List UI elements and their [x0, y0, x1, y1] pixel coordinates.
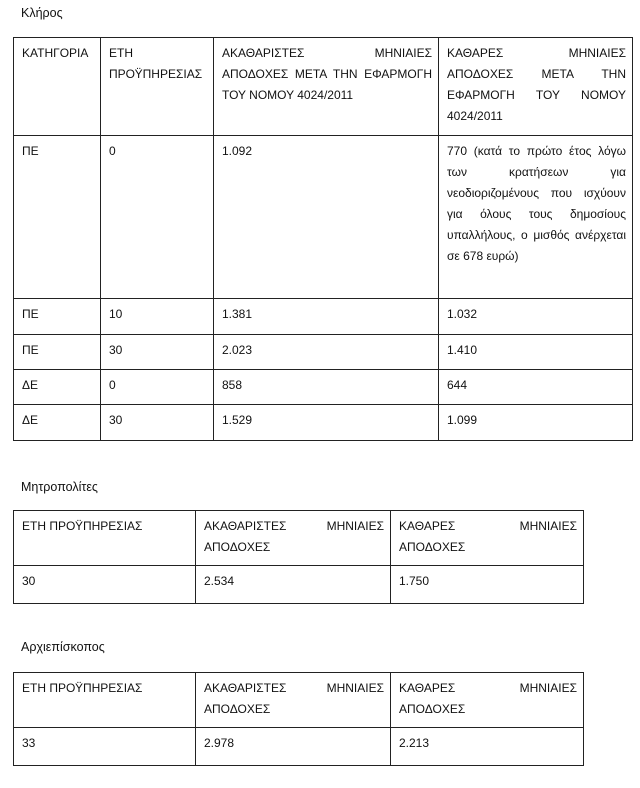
- table-row: [14, 370, 633, 405]
- table-cell: 10: [101, 299, 214, 335]
- metropolitans-salary-table: [13, 510, 584, 604]
- table-cell: 0: [101, 136, 214, 299]
- table-cell: ΔΕ: [14, 370, 101, 405]
- table-row: [14, 728, 584, 766]
- table-header-row: [14, 38, 633, 136]
- table-cell: 1.750: [391, 566, 584, 604]
- table-cell: 2.213: [391, 728, 584, 766]
- table-row: [14, 136, 633, 299]
- table-cell: ΔΕ: [14, 405, 101, 441]
- table-cell: 30: [101, 335, 214, 370]
- table-cell: 30: [14, 566, 196, 604]
- table-row: [14, 335, 633, 370]
- table-row: [14, 405, 633, 441]
- table-row: [14, 566, 584, 604]
- table-cell: ΠΕ: [14, 136, 101, 299]
- header-cell: ΑΚΑΘΑΡΙΣΤΕΣ ΜΗΝΙΑΙΕΣ ΑΠΟΔΟΧΕΣ ΜΕΤΑ ΤΗΝ ΕΦΑΡΜΟΓΗ ΤΟΥ ΝΟΜΟΥ 4024/2011: [214, 38, 439, 136]
- section-title-clergy: Κλήρος: [21, 6, 63, 20]
- table-header-row: [14, 511, 584, 566]
- table-cell: 644: [439, 370, 633, 405]
- table-row: [14, 299, 633, 335]
- header-cell: ΚΑΘΑΡΕΣ ΜΗΝΙΑΙΕΣ ΑΠΟΔΟΧΕΣ: [391, 511, 584, 566]
- header-cell: ΑΚΑΘΑΡΙΣΤΕΣ ΜΗΝΙΑΙΕΣ ΑΠΟΔΟΧΕΣ: [196, 673, 391, 728]
- table-cell: 2.534: [196, 566, 391, 604]
- table-cell: 0: [101, 370, 214, 405]
- header-cell: ΑΚΑΘΑΡΙΣΤΕΣ ΜΗΝΙΑΙΕΣ ΑΠΟΔΟΧΕΣ: [196, 511, 391, 566]
- clergy-salary-table: [13, 37, 633, 441]
- section-title-archbishop: Αρχιεπίσκοπος: [21, 640, 105, 654]
- archbishop-salary-table: [13, 672, 584, 766]
- header-cell: ΚΑΘΑΡΕΣ ΜΗΝΙΑΙΕΣ ΑΠΟΔΟΧΕΣ ΜΕΤΑ ΤΗΝ ΕΦΑΡΜΟΓΗ ΤΟΥ ΝΟΜΟΥ 4024/2011: [439, 38, 633, 136]
- table-cell: 1.092: [214, 136, 439, 299]
- table-cell: 30: [101, 405, 214, 441]
- table-cell: 858: [214, 370, 439, 405]
- table-cell: 1.410: [439, 335, 633, 370]
- header-cell: ΕΤΗ ΠΡΟΫΠΗΡΕΣΙΑΣ: [14, 673, 196, 728]
- table-cell: 1.032: [439, 299, 633, 335]
- table-cell: 33: [14, 728, 196, 766]
- table-header-row: [14, 673, 584, 728]
- header-cell: ΚΑΤΗΓΟΡΙΑ: [14, 38, 101, 136]
- section-title-metropolitans: Μητροπολίτες: [21, 480, 98, 494]
- table-cell: 1.529: [214, 405, 439, 441]
- table-cell: 1.381: [214, 299, 439, 335]
- table-cell: 770 (κατά το πρώτο έτος λόγω των κρατήσεων για νεοδιοριζομένους που ισχύουν για όλους τους δημοσίους υπαλλήλους, ο μισθός ανέρχεται σε 678 ευρώ): [439, 136, 633, 299]
- header-cell: ΕΤΗ ΠΡΟΫΠΗΡΕΣΙΑΣ: [14, 511, 196, 566]
- table-cell: ΠΕ: [14, 299, 101, 335]
- table-cell: 1.099: [439, 405, 633, 441]
- header-cell: ΕΤΗ ΠΡΟΫΠΗΡΕΣΙΑΣ: [101, 38, 214, 136]
- table-cell: ΠΕ: [14, 335, 101, 370]
- table-cell: 2.978: [196, 728, 391, 766]
- header-cell: ΚΑΘΑΡΕΣ ΜΗΝΙΑΙΕΣ ΑΠΟΔΟΧΕΣ: [391, 673, 584, 728]
- table-cell: 2.023: [214, 335, 439, 370]
